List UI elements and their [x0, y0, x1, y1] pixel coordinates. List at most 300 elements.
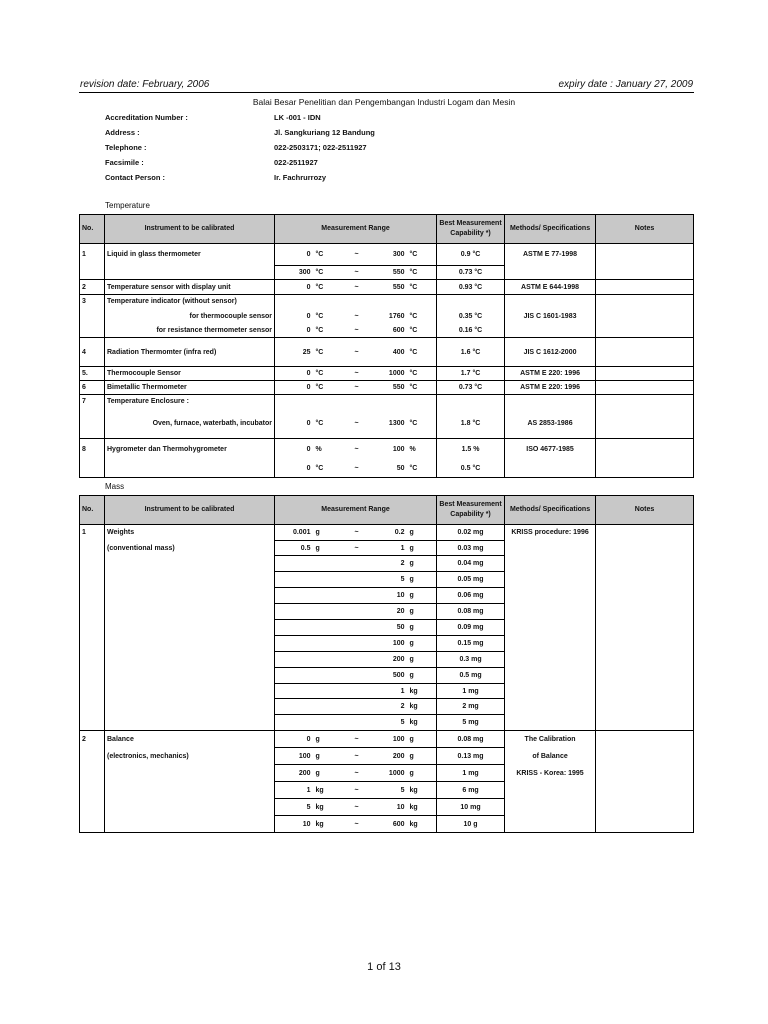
range-tilde — [343, 699, 371, 715]
range-tilde: ~ — [343, 541, 371, 556]
range-from-unit: °C — [313, 461, 343, 478]
range-tilde — [343, 572, 371, 588]
range-to: 10 — [371, 588, 407, 604]
capability-value: 5 mg — [437, 715, 505, 731]
table-row — [80, 816, 694, 833]
instrument-name — [105, 620, 275, 636]
range-tilde — [343, 668, 371, 684]
range-to-unit: % — [407, 439, 437, 461]
notes-cell — [596, 620, 694, 636]
table-row — [80, 556, 694, 572]
range-from: 5 — [275, 799, 313, 816]
table-row — [80, 409, 694, 439]
range-from-unit: kg — [313, 816, 343, 833]
table-row — [80, 636, 694, 652]
range-to-unit: °C — [407, 367, 437, 381]
capability-value: 0.03 mg — [437, 541, 505, 556]
section-title-temperature: Temperature — [105, 201, 150, 210]
range-from — [275, 668, 313, 684]
method-spec — [505, 652, 596, 668]
range-to: 500 — [371, 668, 407, 684]
range-to-unit: g — [407, 668, 437, 684]
col-methods: Methods/ Specifications — [505, 215, 596, 244]
instrument-name — [105, 461, 275, 478]
range-from — [275, 295, 313, 309]
range-from: 0.5 — [275, 541, 313, 556]
method-spec — [505, 715, 596, 731]
method-spec — [505, 620, 596, 636]
range-tilde: ~ — [343, 461, 371, 478]
range-from: 0 — [275, 280, 313, 295]
method-spec — [505, 668, 596, 684]
instrument-name — [105, 652, 275, 668]
range-from — [275, 684, 313, 699]
notes-cell — [596, 636, 694, 652]
range-from: 10 — [275, 816, 313, 833]
range-to: 1760 — [388, 312, 405, 320]
capability-value: 0.93 °C — [437, 280, 505, 295]
range-to: 200 — [371, 652, 407, 668]
range-to: 2 — [371, 556, 407, 572]
instrument-name — [105, 715, 275, 731]
range-from — [275, 636, 313, 652]
range-to-unit: °C — [407, 461, 437, 478]
range-to: 1 — [371, 541, 407, 556]
range-to: 300 — [371, 244, 407, 266]
range-from — [275, 620, 313, 636]
capability-value: 0.5 °C — [437, 461, 505, 478]
range-from — [275, 572, 313, 588]
range-from-unit — [313, 572, 343, 588]
range-from-unit: g — [313, 765, 343, 782]
info-value: LK -001 - IDN — [274, 113, 321, 122]
range-to-unit: kg — [407, 699, 437, 715]
row-number — [80, 799, 105, 816]
instrument-name: Balance — [105, 731, 275, 748]
table-row — [80, 338, 694, 367]
method-spec: ASTM E 220: 1996 — [505, 367, 596, 381]
col-capability: Best Measurement Capability *) — [437, 496, 505, 525]
range-from: 25 — [275, 338, 313, 367]
range-to: 1300 — [388, 419, 405, 427]
range-to — [371, 395, 407, 409]
range-tilde: ~ — [354, 326, 359, 334]
info-value: 022-2503171; 022-2511927 — [274, 143, 367, 152]
row-number — [80, 309, 105, 324]
info-label: Contact Person : — [105, 173, 166, 182]
method-spec — [505, 461, 596, 478]
range-from: 0 — [306, 312, 311, 320]
range-from — [275, 652, 313, 668]
capability-value: 0.13 mg — [437, 748, 505, 765]
range-tilde: ~ — [343, 266, 371, 280]
range-to-unit — [407, 295, 437, 309]
row-number: 1 — [80, 525, 105, 541]
table-row — [80, 266, 694, 280]
row-number: 7 — [80, 395, 105, 409]
notes-cell — [596, 439, 694, 461]
method-spec — [505, 684, 596, 699]
section-title-mass: Mass — [105, 482, 125, 491]
col-notes: Notes — [596, 215, 694, 244]
table-row — [80, 604, 694, 620]
capability-value — [437, 395, 505, 409]
notes-cell — [596, 266, 694, 280]
range-from-unit: °C — [313, 280, 343, 295]
method-spec — [505, 324, 596, 338]
range-tilde: ~ — [343, 782, 371, 799]
row-number: 3 — [80, 295, 105, 309]
method-spec — [505, 816, 596, 833]
table-row — [80, 652, 694, 668]
method-spec: AS 2853-1986 — [505, 409, 596, 439]
col-no: No. — [80, 496, 105, 525]
range-tilde — [343, 636, 371, 652]
range-from-unit — [313, 684, 343, 699]
method-spec: ASTM E 220: 1996 — [505, 381, 596, 395]
info-value: Jl. Sangkuriang 12 Bandung — [274, 128, 375, 137]
capability-value: 1.6 °C — [437, 338, 505, 367]
row-number — [80, 699, 105, 715]
range-tilde: ~ — [343, 765, 371, 782]
notes-cell — [596, 309, 694, 324]
method-spec: KRISS - Korea: 1995 — [505, 765, 596, 782]
instrument-name — [105, 668, 275, 684]
range-tilde: ~ — [354, 312, 359, 320]
range-from: 200 — [275, 765, 313, 782]
notes-cell — [596, 652, 694, 668]
range-from-unit: kg — [313, 799, 343, 816]
table-row — [80, 395, 694, 409]
info-value: 022-2511927 — [274, 158, 318, 167]
range-from-unit: g — [313, 731, 343, 748]
row-number — [80, 572, 105, 588]
instrument-name: Temperature indicator (without sensor) — [105, 295, 275, 309]
notes-cell — [596, 668, 694, 684]
range-from — [275, 699, 313, 715]
range-from: 0 — [275, 244, 313, 266]
method-spec: ASTM E 644-1998 — [505, 280, 596, 295]
table-row — [80, 765, 694, 782]
range-from-unit: °C — [315, 312, 324, 320]
range-from: 0 — [275, 381, 313, 395]
instrument-name — [105, 556, 275, 572]
range-from-unit — [313, 620, 343, 636]
range-to-unit: °C — [407, 381, 437, 395]
range-to-unit: kg — [407, 684, 437, 699]
capability-value: 0.02 mg — [437, 525, 505, 541]
range-from: 0 — [306, 419, 311, 427]
instrument-name: (conventional mass) — [105, 541, 275, 556]
organization-name: Balai Besar Penelitian dan Pengembangan Industri Logam dan Mesin — [252, 97, 516, 107]
instrument-name: Liquid in glass thermometer — [105, 244, 275, 266]
row-number: 1 — [80, 244, 105, 266]
range-to: 5 — [371, 782, 407, 799]
row-number — [80, 266, 105, 280]
notes-cell — [596, 409, 694, 439]
range-to-unit: °C — [407, 244, 437, 266]
range-tilde: ~ — [343, 439, 371, 461]
range-from-unit: °C — [313, 338, 343, 367]
range-from-unit — [313, 556, 343, 572]
instrument-name — [105, 684, 275, 699]
row-number: 2 — [80, 731, 105, 748]
capability-value: 0.9 °C — [437, 244, 505, 266]
row-number: 2 — [80, 280, 105, 295]
notes-cell — [596, 381, 694, 395]
range-to: 100 — [371, 439, 407, 461]
notes-cell — [596, 588, 694, 604]
instrument-name: (electronics, mechanics) — [105, 748, 275, 765]
notes-cell — [596, 765, 694, 782]
range-tilde — [343, 588, 371, 604]
range-from-unit: °C — [313, 367, 343, 381]
temperature-table — [79, 214, 694, 478]
method-spec — [505, 295, 596, 309]
table-row — [80, 295, 694, 309]
capability-value: 0.73 °C — [437, 266, 505, 280]
method-spec — [505, 541, 596, 556]
method-spec: ASTM E 77-1998 — [505, 244, 596, 266]
row-number — [80, 816, 105, 833]
notes-cell — [596, 280, 694, 295]
range-from-unit: °C — [313, 266, 343, 280]
notes-cell — [596, 816, 694, 833]
range-from-unit — [313, 588, 343, 604]
instrument-name — [105, 266, 275, 280]
table-row — [80, 367, 694, 381]
col-no: No. — [80, 215, 105, 244]
instrument-name — [105, 572, 275, 588]
method-spec: JIS C 1601-1983 — [505, 309, 596, 324]
range-from-unit: g — [313, 525, 343, 541]
range-to-unit: g — [407, 636, 437, 652]
col-range: Measurement Range — [275, 496, 437, 525]
range-tilde — [343, 620, 371, 636]
range-to-unit: g — [407, 765, 437, 782]
range-from-unit: g — [313, 748, 343, 765]
capability-value: 1 mg — [437, 684, 505, 699]
row-number — [80, 668, 105, 684]
range-to-unit: g — [407, 731, 437, 748]
info-label: Telephone : — [105, 143, 147, 152]
row-number: 6 — [80, 381, 105, 395]
capability-value: 0.05 mg — [437, 572, 505, 588]
capability-value: 0.16 °C — [437, 324, 505, 338]
range-tilde: ~ — [343, 816, 371, 833]
capability-value: 10 g — [437, 816, 505, 833]
instrument-name: Temperature Enclosure : — [105, 395, 275, 409]
col-methods: Methods/ Specifications — [505, 496, 596, 525]
notes-cell — [596, 338, 694, 367]
notes-cell — [596, 699, 694, 715]
range-to-unit: °C — [407, 338, 437, 367]
row-number — [80, 588, 105, 604]
table-row — [80, 620, 694, 636]
range-from: 0.001 — [275, 525, 313, 541]
range-to: 20 — [371, 604, 407, 620]
range-to-unit: °C — [407, 324, 437, 338]
row-number — [80, 748, 105, 765]
row-number — [80, 461, 105, 478]
instrument-name: Thermocouple Sensor — [105, 367, 275, 381]
capability-value: 0.35 °C — [437, 309, 505, 324]
capability-value: 0.08 mg — [437, 604, 505, 620]
table-row — [80, 715, 694, 731]
notes-cell — [596, 715, 694, 731]
capability-value — [437, 295, 505, 309]
row-number — [80, 324, 105, 338]
capability-value: 0.09 mg — [437, 620, 505, 636]
method-spec: The Calibration — [505, 731, 596, 748]
notes-cell — [596, 572, 694, 588]
table-row — [80, 782, 694, 799]
range-tilde — [343, 715, 371, 731]
mass-table — [79, 495, 694, 833]
capability-value: 0.06 mg — [437, 588, 505, 604]
col-capability: Best Measurement Capability *) — [437, 215, 505, 244]
method-spec — [505, 572, 596, 588]
table-row — [80, 439, 694, 461]
range-to: 50 — [371, 461, 407, 478]
range-from-unit: kg — [313, 782, 343, 799]
range-from — [275, 715, 313, 731]
range-to-unit: g — [407, 572, 437, 588]
instrument-name — [105, 765, 275, 782]
row-number — [80, 684, 105, 699]
instrument-name: Oven, furnace, waterbath, incubator — [105, 409, 275, 439]
range-to: 5 — [371, 572, 407, 588]
row-number: 4 — [80, 338, 105, 367]
notes-cell — [596, 367, 694, 381]
method-spec — [505, 799, 596, 816]
instrument-name — [105, 636, 275, 652]
range-to-unit: °C — [407, 280, 437, 295]
notes-cell — [596, 748, 694, 765]
row-number — [80, 636, 105, 652]
notes-cell — [596, 799, 694, 816]
notes-cell — [596, 782, 694, 799]
method-spec — [505, 782, 596, 799]
instrument-name — [105, 699, 275, 715]
capability-value: 0.3 mg — [437, 652, 505, 668]
revision-date: revision date: February, 2006 — [80, 79, 210, 90]
range-tilde: ~ — [343, 748, 371, 765]
row-number — [80, 409, 105, 439]
range-to-unit: kg — [407, 816, 437, 833]
range-tilde: ~ — [343, 280, 371, 295]
range-from-unit: °C — [315, 419, 324, 427]
page-number: 1 of 13 — [367, 961, 401, 973]
table-row — [80, 324, 694, 338]
instrument-name: Bimetallic Thermometer — [105, 381, 275, 395]
table-row — [80, 244, 694, 266]
range-from: 100 — [275, 748, 313, 765]
table-row — [80, 309, 694, 324]
info-label: Facsimile : — [105, 158, 144, 167]
notes-cell — [596, 395, 694, 409]
method-spec — [505, 604, 596, 620]
range-tilde — [343, 604, 371, 620]
notes-cell — [596, 295, 694, 309]
notes-cell — [596, 684, 694, 699]
table-row — [80, 541, 694, 556]
col-instrument: Instrument to be calibrated — [105, 496, 275, 525]
range-from-unit — [313, 295, 343, 309]
info-label: Address : — [105, 128, 140, 137]
info-value: Ir. Fachrurrozy — [274, 173, 327, 182]
col-notes: Notes — [596, 496, 694, 525]
notes-cell — [596, 541, 694, 556]
range-from-unit: °C — [313, 381, 343, 395]
range-from-unit — [313, 395, 343, 409]
range-from-unit: °C — [315, 326, 324, 334]
method-spec — [505, 266, 596, 280]
range-tilde: ~ — [343, 367, 371, 381]
notes-cell — [596, 324, 694, 338]
method-spec — [505, 395, 596, 409]
range-to: 550 — [371, 381, 407, 395]
capability-value: 1.7 °C — [437, 367, 505, 381]
range-tilde: ~ — [354, 419, 359, 427]
range-to-unit: °C — [407, 409, 437, 439]
table-row — [80, 731, 694, 748]
range-to-unit: kg — [407, 799, 437, 816]
method-spec — [505, 588, 596, 604]
notes-cell — [596, 556, 694, 572]
capability-value: 1.5 % — [437, 439, 505, 461]
row-number — [80, 620, 105, 636]
range-to: 400 — [371, 338, 407, 367]
range-to-unit: kg — [407, 715, 437, 731]
capability-value: 0.04 mg — [437, 556, 505, 572]
range-from — [275, 588, 313, 604]
table-row — [80, 381, 694, 395]
capability-value: 1 mg — [437, 765, 505, 782]
row-number — [80, 715, 105, 731]
range-to: 200 — [371, 748, 407, 765]
table-row — [80, 699, 694, 715]
range-to: 10 — [371, 799, 407, 816]
table-row — [80, 799, 694, 816]
range-to: 100 — [371, 636, 407, 652]
capability-value: 0.08 mg — [437, 731, 505, 748]
notes-cell — [596, 731, 694, 748]
range-tilde: ~ — [343, 525, 371, 541]
capability-value: 0.15 mg — [437, 636, 505, 652]
col-instrument: Instrument to be calibrated — [105, 215, 275, 244]
instrument-name: Weights — [105, 525, 275, 541]
range-to-unit: g — [407, 652, 437, 668]
range-from-unit — [313, 636, 343, 652]
table-row — [80, 668, 694, 684]
range-to-unit: °C — [407, 266, 437, 280]
expiry-date: expiry date : January 27, 2009 — [558, 79, 693, 90]
range-tilde — [343, 395, 371, 409]
range-to — [371, 295, 407, 309]
range-from: 0 — [275, 367, 313, 381]
range-tilde: ~ — [343, 731, 371, 748]
table-row — [80, 572, 694, 588]
range-to: 100 — [371, 731, 407, 748]
range-tilde — [343, 556, 371, 572]
range-from-unit — [313, 668, 343, 684]
range-tilde — [343, 295, 371, 309]
capability-value: 2 mg — [437, 699, 505, 715]
range-from-unit — [313, 715, 343, 731]
range-to: 2 — [371, 699, 407, 715]
info-label: Accreditation Number : — [105, 113, 188, 122]
